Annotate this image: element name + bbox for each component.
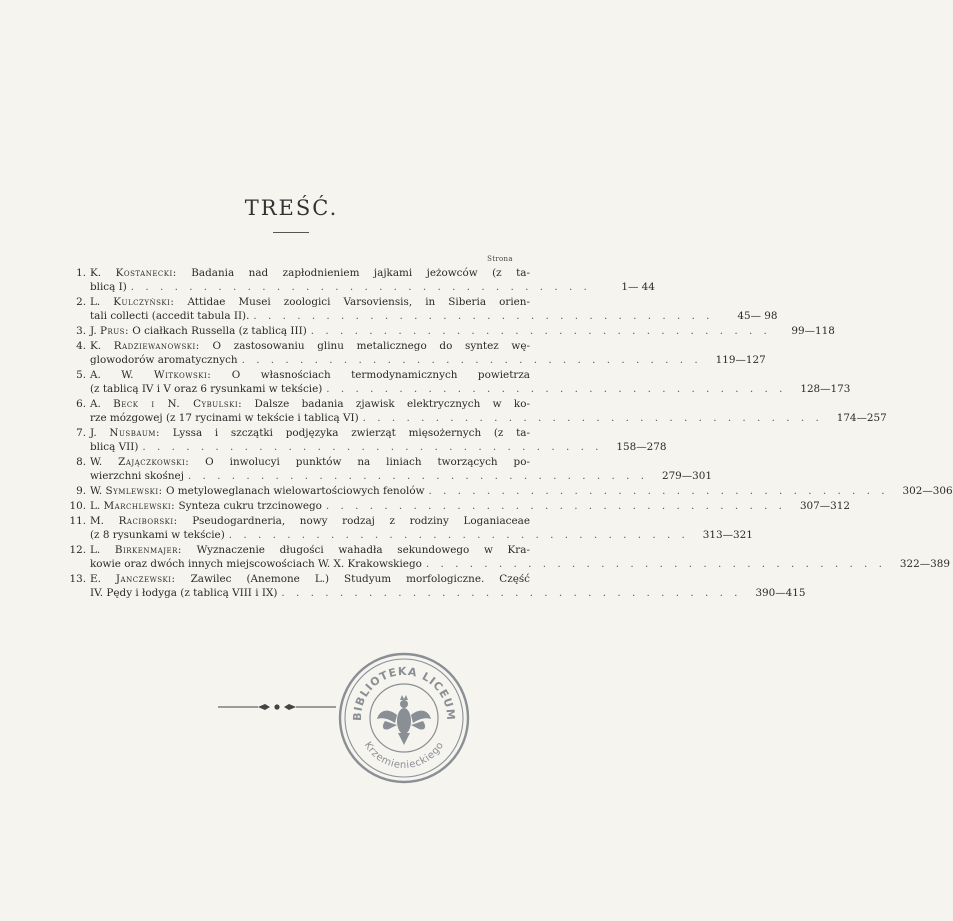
author-initial: A. (90, 398, 101, 410)
dot-leader: . . . . . . . . . . . . . . . . . . . . . . . . . . . . . . . . (130, 281, 591, 293)
toc-entry (64, 543, 950, 572)
author-initial: E. (90, 573, 101, 585)
page-range: 322—389 (899, 558, 950, 570)
toc-entry-first-line (64, 368, 530, 382)
dot-leader: . . . . . . . . . . . . . . . . . . . . . . . . . . . . . . . . (310, 325, 771, 337)
page-title: TREŚĆ. (244, 196, 339, 220)
author-initial: W. (90, 456, 103, 468)
entry-title-line2: IV. Pędy i łodyga (z tablicą VIII i IX) (90, 587, 278, 599)
entry-title-line2: glowodorów aromatycznych (90, 354, 238, 366)
entry-number: 1. (76, 267, 86, 279)
library-stamp (337, 651, 471, 785)
toc-entry-second-line (64, 586, 806, 600)
author-name: Zajączkowski: (118, 456, 190, 468)
page-range: 99—118 (791, 325, 835, 337)
entry-number: 12. (69, 544, 86, 556)
entry-heading (90, 368, 530, 382)
entry-title-line1: O metyloweglanach wielowartościowych fenolów (165, 485, 425, 497)
author-initial: J. (90, 325, 97, 337)
entry-number: 5. (76, 369, 86, 381)
entry-heading (90, 455, 530, 469)
entry-number: 2. (76, 296, 86, 308)
toc-entry-first-line (64, 339, 530, 353)
page-range: 279—301 (661, 470, 713, 482)
toc-entry-first-line (64, 455, 530, 469)
toc-entry (64, 499, 850, 514)
toc-entry-first-line (64, 543, 530, 557)
toc-entry-first-line (64, 266, 530, 280)
entry-title-line1: O ciałkach Russella (z tablicą III) (132, 325, 307, 337)
entry-title-line2: wierzchni skośnej (90, 470, 184, 482)
entry-title-line2: blicą VII) (90, 441, 139, 453)
toc-entry-first-line (64, 499, 850, 513)
author-name: Birkenmajer: (114, 544, 182, 556)
page-range: 119—127 (715, 354, 766, 366)
entry-title-line1: O zastosowaniu glinu metalicznego do syntez wę- (212, 340, 530, 352)
toc-entry (64, 295, 778, 324)
author-name: Witkowski: (153, 369, 212, 381)
entry-heading (90, 295, 530, 309)
dot-leader: . . . . . . . . . . . . . . . . . . . . . . . . . . . . . . . . (142, 441, 603, 453)
toc-entry (64, 368, 851, 397)
entry-number: 11. (69, 515, 86, 527)
entry-title-line2: (z tablicą IV i V oraz 6 rysunkami w tekście) (90, 383, 323, 395)
author-initial: W. (90, 485, 103, 497)
dot-leader: . . . . . . . . . . . . . . . . . . . . . . . . . . . . . . . . (326, 383, 787, 395)
author-name: Radziewanowski: (113, 340, 200, 352)
entry-title-line1: O własnościach termodynamicznych powietrza (231, 369, 531, 381)
entry-number: 8. (76, 456, 86, 468)
eagle-icon (377, 695, 431, 745)
entry-title-line1: Pseudogardneria, nowy rodzaj z rodziny Loganiaceae (192, 515, 530, 527)
author-name: Marchlewski: (103, 500, 176, 512)
page-range: 45— 98 (737, 310, 778, 322)
entry-heading (90, 514, 530, 528)
entry-number: 10. (69, 500, 86, 512)
toc-entry-second-line (64, 440, 667, 454)
author-initial: K. (90, 267, 102, 279)
toc-entry-second-line (64, 280, 655, 294)
entry-number: 6. (76, 398, 86, 410)
page-range: 302—306 (902, 485, 953, 497)
entry-heading (90, 426, 530, 440)
entry-number: 13. (69, 573, 86, 585)
entry-title-line1: Attidae Musei zoologici Varsoviensis, in Siberia orien- (187, 296, 531, 308)
author-name: Kostanecki: (115, 267, 177, 279)
title-rule (273, 232, 309, 233)
page-range: 158—278 (616, 441, 667, 453)
author-name: Kulczyński: (113, 296, 175, 308)
entry-title-line1: Dalsze badania zjawisk elektrycznych w ko- (254, 398, 530, 410)
entry-number: 4. (76, 340, 86, 352)
dot-leader: . . . . . . . . . . . . . . . . . . . . . . . . . . . . . . . . (425, 558, 886, 570)
dot-leader: . . . . . . . . . . . . . . . . . . . . . . . . . . . . . . . . (253, 310, 714, 322)
toc-entry-second-line (64, 469, 713, 483)
dot-leader: . . . . . . . . . . . . . . . . . . . . . . . . . . . . . . . . (187, 470, 649, 482)
toc-entry (64, 484, 953, 499)
toc-entry-first-line (64, 572, 530, 586)
toc-entry-first-line (64, 295, 530, 309)
entry-number: 3. (76, 325, 86, 337)
author-initial: L. (90, 296, 101, 308)
entry-title-line2: blicą I) (90, 281, 127, 293)
entry-title-line2: (z 8 rysunkami w tekście) (90, 529, 225, 541)
entry-title-line1: Badania nad zapłodnieniem jajkami jeżowców (z ta- (191, 267, 530, 279)
dot-leader: . . . . . . . . . . . . . . . . . . . . . . . . . . . . . . . . (281, 587, 742, 599)
author-initial: L. (90, 544, 101, 556)
page-range: 390—415 (755, 587, 806, 599)
author-initial: M. (90, 515, 104, 527)
toc-entry (64, 397, 887, 426)
entry-number: 7. (76, 427, 86, 439)
author-name: Raciborski: (118, 515, 178, 527)
author-name: Symlewski: (105, 485, 163, 497)
dot-leader: . . . . . . . . . . . . . . . . . . . . . . . . . . . . . . . . (228, 529, 689, 541)
entry-title-line1: Lyssa i szczątki podjęzyka zwierząt mięsożernych (z ta- (172, 427, 531, 439)
toc-entry-second-line (64, 353, 766, 367)
toc-entry (64, 514, 753, 543)
svg-text:Krzemienieckiego: Krzemienieckiego (361, 740, 447, 772)
entry-title-line2: kowie oraz dwóch innych miejscowościach W. X. Krakowskiego (90, 558, 422, 570)
toc-entry (64, 572, 806, 601)
toc-entry (64, 455, 713, 484)
toc-entry (64, 324, 835, 339)
toc-entry-second-line (64, 309, 778, 323)
page-range: 128—173 (800, 383, 851, 395)
toc-entry-first-line (64, 397, 530, 411)
entry-heading (90, 266, 530, 280)
toc-entry (64, 266, 655, 295)
entry-heading (90, 484, 424, 498)
toc-entry-first-line (64, 514, 530, 528)
page-range: 313—321 (702, 529, 753, 541)
entry-title-line2: tali collecti (accedit tabula II). (90, 310, 250, 322)
column-header-strona: Strona (487, 255, 513, 263)
toc-entry-second-line (64, 382, 851, 396)
author-initial: A. W. (90, 369, 134, 381)
page-range: 1— 44 (621, 281, 655, 293)
toc-entry-second-line (64, 411, 887, 425)
svg-text:BIBLIOTEKA LICEUM: BIBLIOTEKA LICEUM (350, 664, 458, 722)
table-of-contents (64, 266, 953, 601)
dot-leader: . . . . . . . . . . . . . . . . . . . . . . . . . . . . . . . . (241, 354, 702, 366)
toc-entry (64, 339, 766, 368)
entry-heading (90, 572, 530, 586)
ornament-divider (218, 700, 336, 714)
author-initial: L. (90, 500, 101, 512)
entry-heading (90, 339, 530, 353)
author-name: Janczewski: (115, 573, 176, 585)
toc-entry (64, 426, 667, 455)
author-name: Beck i N. Cybulski: (113, 398, 243, 410)
author-initial: J. (90, 427, 97, 439)
entry-number: 9. (76, 485, 86, 497)
entry-heading (90, 397, 530, 411)
toc-entry-second-line (64, 528, 753, 542)
toc-entry-first-line (64, 426, 530, 440)
page-range: 307—312 (799, 500, 850, 512)
dot-leader: . . . . . . . . . . . . . . . . . . . . . . . . . . . . . . . . (428, 485, 889, 497)
author-name: Prus: (99, 325, 129, 337)
entry-heading (90, 543, 530, 557)
toc-entry-first-line (64, 324, 835, 338)
toc-entry-second-line (64, 557, 950, 571)
entry-title-line1: Wyznaczenie długości wahadła sekundowego w Kra- (196, 544, 530, 556)
dot-leader: . . . . . . . . . . . . . . . . . . . . . . . . . . . . . . . . (362, 412, 823, 424)
dot-leader: . . . . . . . . . . . . . . . . . . . . . . . . . . . . . . . . (325, 500, 786, 512)
entry-heading (90, 499, 322, 513)
entry-heading (90, 324, 307, 338)
author-name: Nusbaum: (109, 427, 160, 439)
entry-title-line1: Zawilec (Anemone L.) Studyum morfologiczne. Część (190, 573, 530, 585)
page-range: 174—257 (836, 412, 887, 424)
entry-title-line1: Synteza cukru trzcinowego (178, 500, 322, 512)
entry-title-line1: O inwolucyi punktów na liniach tworzących po- (205, 456, 530, 468)
entry-title-line2: rze mózgowej (z 17 rycinami w tekście i tablicą VI) (90, 412, 359, 424)
toc-entry-first-line (64, 484, 953, 498)
author-initial: K. (90, 340, 102, 352)
